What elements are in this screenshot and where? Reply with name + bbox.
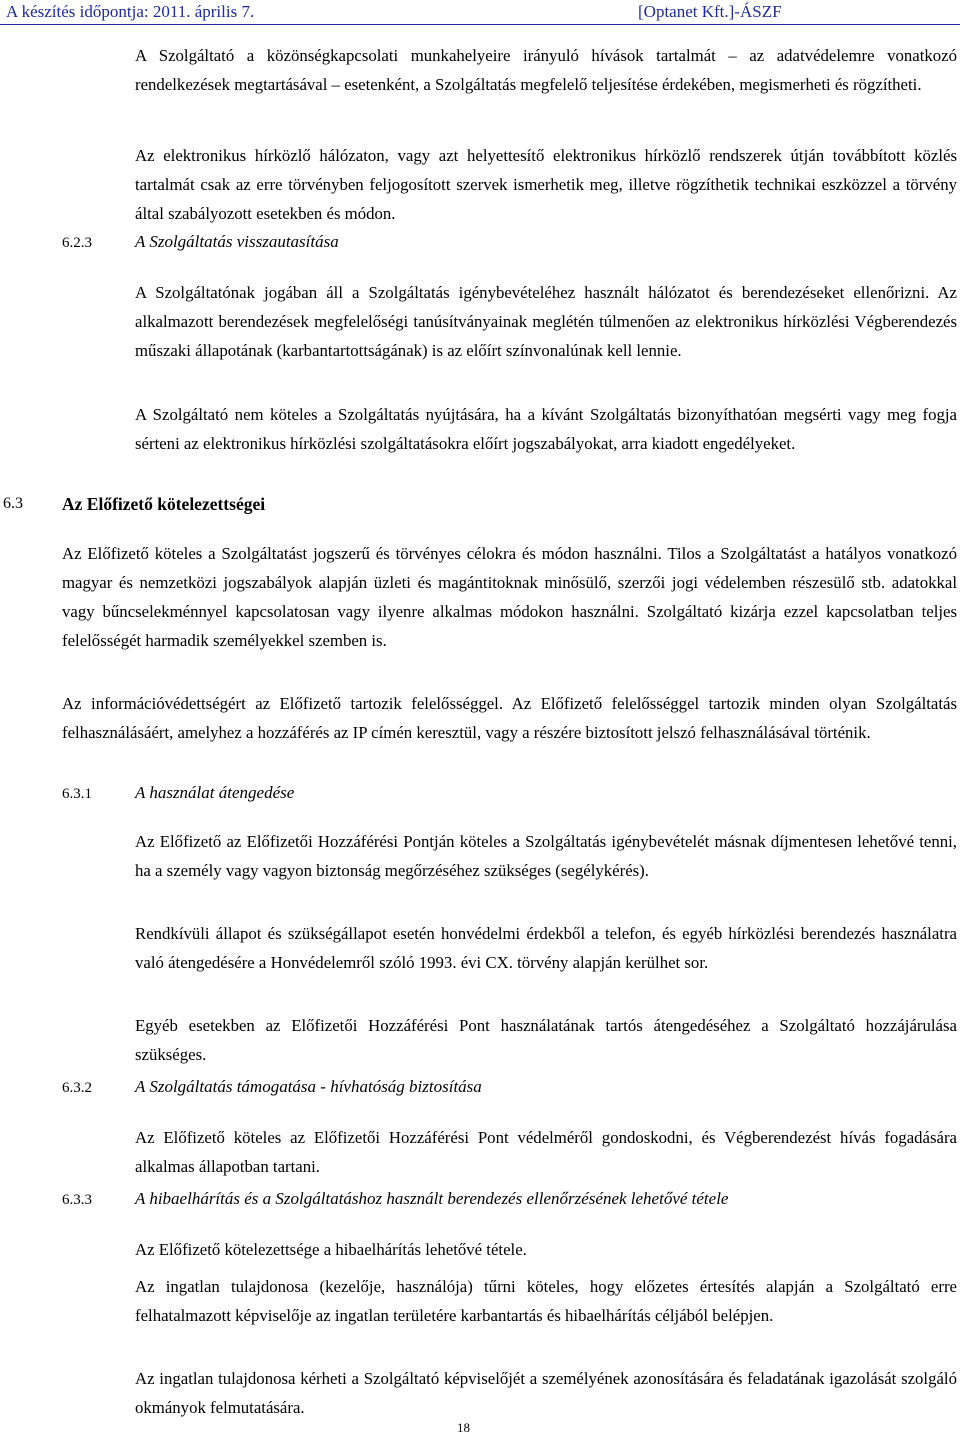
paragraph-call-recording: A Szolgáltató a közönségkapcsolati munkahelyeire irányuló hívások tartalmát – az adatvédelemre vonatkozó rendelkezések megtartásával – esetenként, a Szolgáltatás megfelelő teljesítése érdekében, megismerheti és rögzítheti. [135, 46, 957, 94]
paragraph-long-term-transfer: Egyéb esetekben az Előfizetői Hozzáférési Pont használatának tartós átengedéséhez a Szolgáltató hozzájárulása szükséges. [135, 1016, 957, 1064]
paragraph-equipment-inspection: A Szolgáltatónak jogában áll a Szolgáltatás igénybevételéhez használt hálózatot és berendezéseket ellenőrizni. Az alkalmazott berendezések megfelelőségi tanúsítványainak meglétén túlmenően az elektronikus hírközlési Végberendezés műszaki állapotának (karbantartottságának) is az előírt színvonalúnak kell lennie. [135, 283, 957, 360]
heading-6-3-3-title: A hibaelhárítás és a Szolgáltatáshoz használt berendezés ellenőrzésének lehetővé tétele [135, 1189, 729, 1208]
paragraph-information-security: Az információvédettségért az Előfizető tartozik felelősséggel. Az Előfizető felelősséggel tartozik minden olyan Szolgáltatás felhasználásáért, amelyhez a hozzáférés az IP címén keresztül, vagy a részére biztosított jelszó felhasználásával történik. [62, 694, 957, 742]
paragraph-emergency-access: Az Előfizető az Előfizetői Hozzáférési Pontján köteles a Szolgáltatás igénybevételét másnak díjmentesen lehetővé tenni, ha a személy vagy vagyon biztonság megőrzéséhez szükséges (segélykérés). [135, 832, 957, 880]
heading-6-3-2-title: A Szolgáltatás támogatása - hívhatóság biztosítása [135, 1077, 482, 1096]
paragraph-fault-repair-duty: Az Előfizető kötelezettsége a hibaelhárítás lehetővé tétele. [135, 1240, 527, 1259]
heading-6-2-3-title: A Szolgáltatás visszautasítása [135, 232, 339, 251]
paragraph-property-access: Az ingatlan tulajdonosa (kezelője, használója) tűrni köteles, hogy előzetes értesítés alapján a Szolgáltató erre felhatalmazott képviselője az ingatlan területére karbantartás és hibaelhárítás céljából belépjen. [135, 1277, 957, 1325]
heading-6-3-number: 6.3 [3, 495, 23, 512]
heading-6-3-3-number: 6.3.3 [62, 1192, 92, 1208]
paragraph-access-point-protection: Az Előfizető köteles az Előfizetői Hozzáférési Pont védelméről gondoskodni, és Végberendezést hívás fogadására alkalmas állapotban tartani. [135, 1128, 957, 1176]
header-document-id: [Optanet Kft.]-ÁSZF [638, 2, 782, 21]
page-number: 18 [457, 1420, 470, 1435]
paragraph-identity-verification: Az ingatlan tulajdonosa kérheti a Szolgáltató képviselőjét a személyének azonosítására és feladatának igazolását szolgáló okmányok felmutatására. [135, 1369, 957, 1417]
paragraph-defence-transfer: Rendkívüli állapot és szükségállapot esetén honvédelmi érdekből a telefon, és egyéb hírközlési berendezés használatra való átengedésére a Honvédelemről szóló 1993. évi CX. törvény alapján kerülhet sor. [135, 924, 957, 972]
heading-6-3-1-title: A használat átengedése [135, 783, 295, 802]
heading-6-3-1-number: 6.3.1 [62, 786, 92, 802]
paragraph-content-interception: Az elektronikus hírközlő hálózaton, vagy azt helyettesítő elektronikus hírközlő rendszerek útján továbbított közlés tartalmát csak az erre törvényben feljogosított szervek ismerhetik meg, illetve rögzíthetik technikai eszközzel a törvény által szabályozott esetekben és módon. [135, 146, 957, 223]
heading-6-3-title: Az Előfizető kötelezettségei [62, 494, 266, 514]
page-header [0, 0, 960, 26]
paragraph-lawful-use: Az Előfizető köteles a Szolgáltatást jogszerű és törvényes célokra és módon használni. Tilos a Szolgáltatást a hatályos vonatkozó magyar és nemzetközi jogszabályok alapján üzleti és magántitoknak minősülő, szerzői jogi védelemben részesülő stb. adatokkal vagy bűncselekménnyel kapcsolatosan vagy ilyenre alkalmas módokon használni. Szolgáltató kizárja ezzel kapcsolatban teljes felelősségét harmadik személyekkel szemben is. [62, 544, 957, 650]
header-rule [0, 24, 960, 25]
heading-6-2-3-number: 6.2.3 [62, 235, 92, 251]
heading-6-3-2-number: 6.3.2 [62, 1080, 92, 1096]
paragraph-service-refusal: A Szolgáltató nem köteles a Szolgáltatás nyújtására, ha a kívánt Szolgáltatás bizonyíthatóan megsérti vagy meg fogja sérteni az elektronikus hírközlési szolgáltatásokra előírt jogszabályokat, arra kiadott engedélyeket. [135, 405, 957, 453]
header-created-date: A készítés időpontja: 2011. április 7. [6, 2, 255, 21]
